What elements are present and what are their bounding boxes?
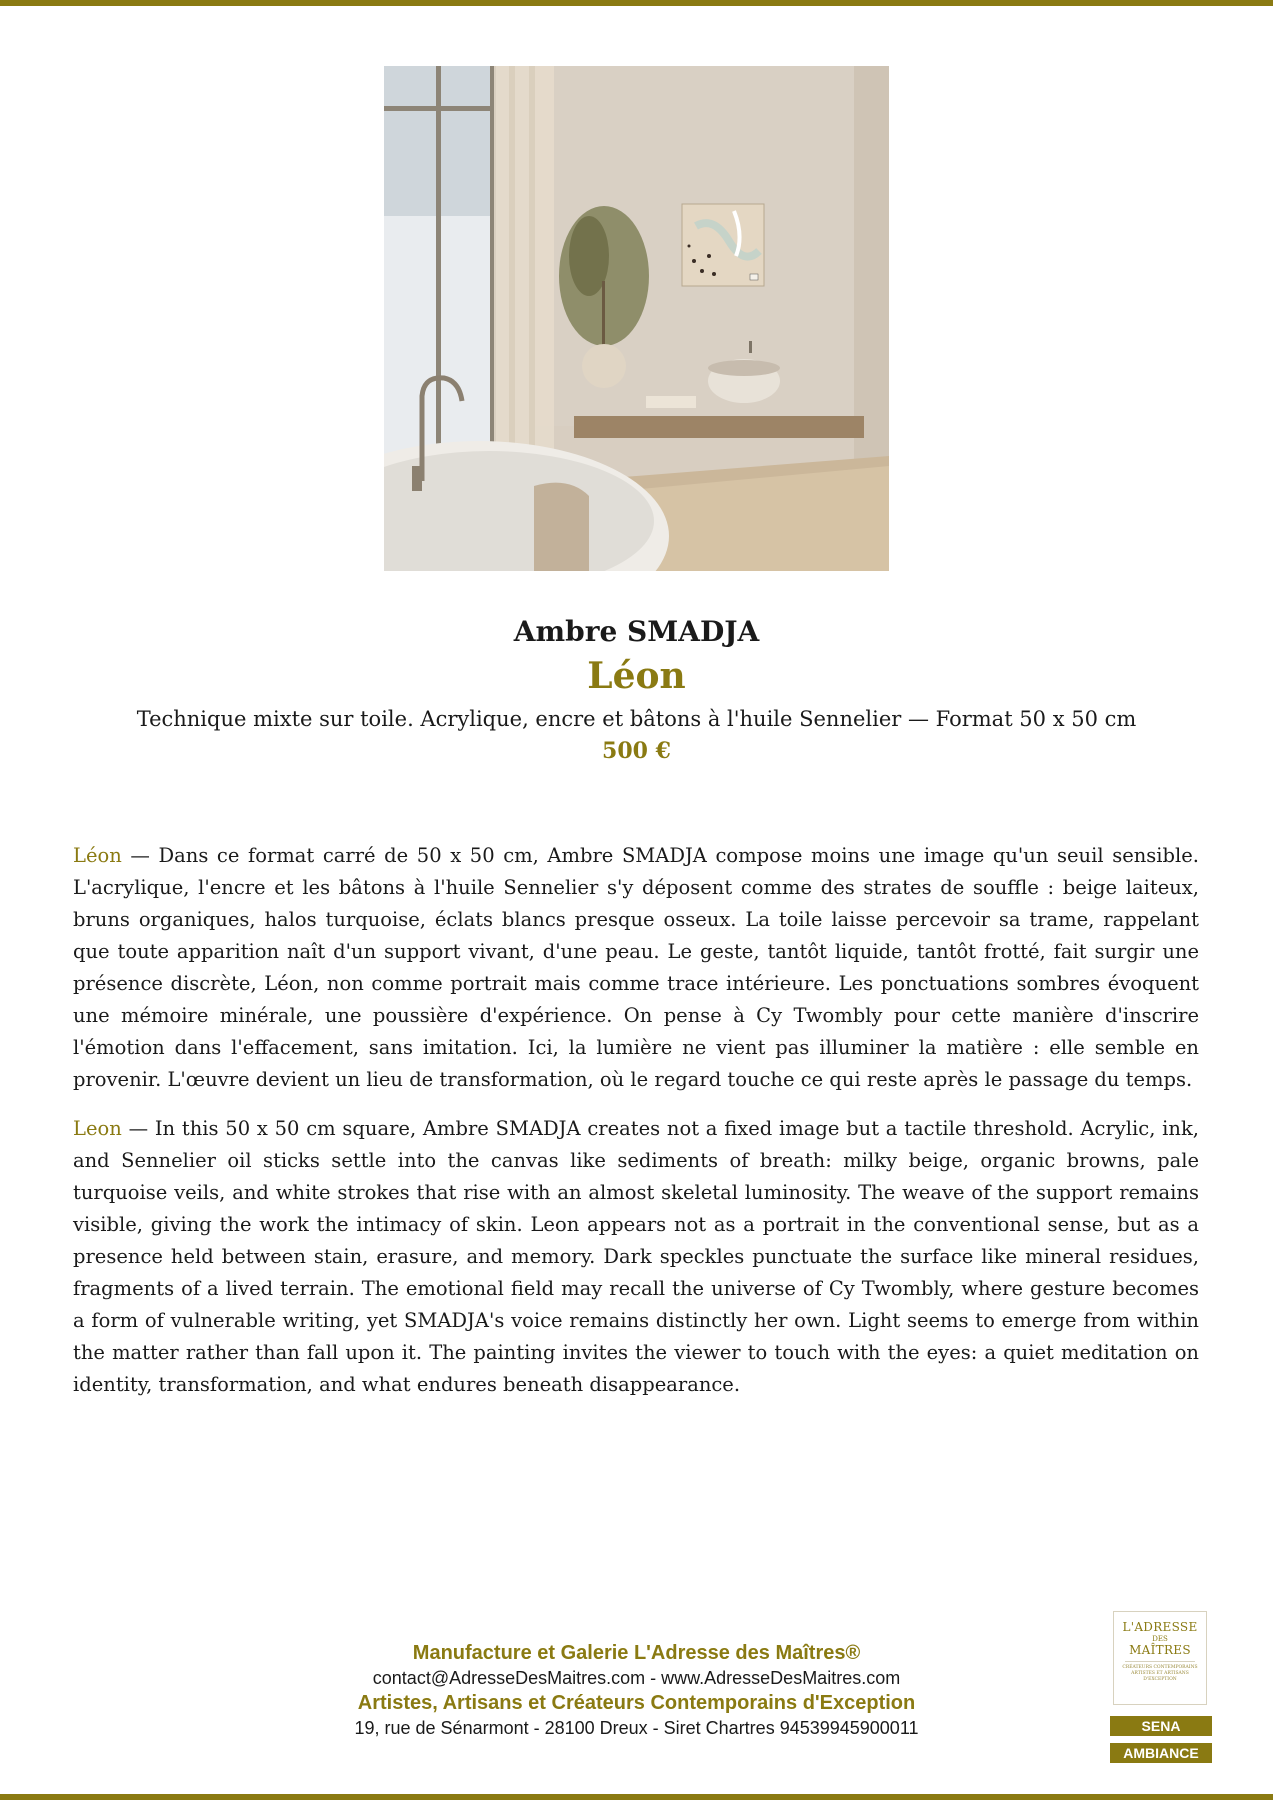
gallery-logo (1113, 1611, 1207, 1705)
description-french-text: — Dans ce format carré de 50 x 50 cm, Ambre SMADJA compose moins une image qu'un seuil sensible. L'acrylique, l'encre et les bâtons à l'huile Sennelier s'y déposent comme des strates de souffle : beige laiteux, bruns organiques, halos turquoise, éclats blancs presque osseux. La toile laisse percevoir sa trame, rappelant que toute apparition naît d'un support vivant, d'une peau. Le geste, tantôt liquide, tantôt frotté, fait surgir une présence discrète, Léon, non comme portrait mais comme trace intérieure. Les ponctuations sombres évoquent une mémoire minérale, une poussière d'expérience. On pense à Cy Twombly pour cette manière d'inscrire l'émotion dans l'effacement, sans imitation. Ici, la lumière ne vient pas illuminer la matière : elle semble en provenir. L'œuvre devient un lieu de transformation, où le regard touche ce qui reste après le passage du temps. (73, 844, 1199, 1091)
artwork-price: 500 € (602, 738, 671, 764)
description-english-lead: Leon (73, 1117, 122, 1140)
description-english (73, 1113, 1199, 1401)
artwork-interior-photo (384, 66, 889, 571)
badge-sena: SENA (1110, 1716, 1212, 1736)
logo-line-3: MAÎTRES (1129, 1643, 1191, 1657)
bottom-accent-bar (0, 1794, 1273, 1800)
footer-address: 19, rue de Sénarmont - 28100 Dreux - Siret Chartres 94539945900011 (354, 1718, 919, 1738)
description-french-lead: Léon (73, 844, 122, 867)
logo-line-4: CRÉATEURS CONTEMPORAINS ARTISTES ET ARTISANS D'EXCEPTION (1122, 1665, 1198, 1682)
footer-tagline: Artistes, Artisans et Créateurs Contemporains d'Exception (357, 1692, 916, 1714)
footer-contact: contact@AdresseDesMaitres.com - www.AdresseDesMaitres.com (372, 1668, 901, 1688)
artist-name: Ambre SMADJA (513, 615, 760, 648)
description-english-text: — In this 50 x 50 cm square, Ambre SMADJA creates not a fixed image but a tactile threshold. Acrylic, ink, and Sennelier oil sticks settle into the canvas like sediments of breath: milky beige, organic browns, pale turquoise veils, and white strokes that rise with an almost skeletal luminosity. The weave of the support remains visible, giving the work the intimacy of skin. Leon appears not as a portrait in the conventional sense, but as a presence held between stain, erasure, and memory. Dark speckles punctuate the surface like mineral residues, fragments of a lived terrain. The emotional field may recall the universe of Cy Twombly, where gesture becomes a form of vulnerable writing, yet SMADJA's voice remains distinctly her own. Light seems to emerge from within the matter rather than fall upon it. The painting invites the viewer to touch with the eyes: a quiet meditation on identity, transformation, and what endures beneath disappearance. (73, 1117, 1199, 1396)
description-french (73, 840, 1199, 1096)
artwork-technique: Technique mixte sur toile. Acrylique, encre et bâtons à l'huile Sennelier — Format 50 x 50 cm (136, 707, 1137, 731)
logo-line-2: DES (1152, 1635, 1168, 1643)
artwork-title: Léon (587, 655, 686, 697)
badge-ambiance: AMBIANCE (1110, 1743, 1212, 1763)
footer-gallery-name: Manufacture et Galerie L'Adresse des Maîtres® (412, 1642, 861, 1664)
top-accent-bar (0, 0, 1273, 6)
logo-line-1: L'ADRESSE (1122, 1620, 1198, 1634)
logo-divider (1125, 1661, 1195, 1662)
footer (0, 1641, 1273, 1741)
